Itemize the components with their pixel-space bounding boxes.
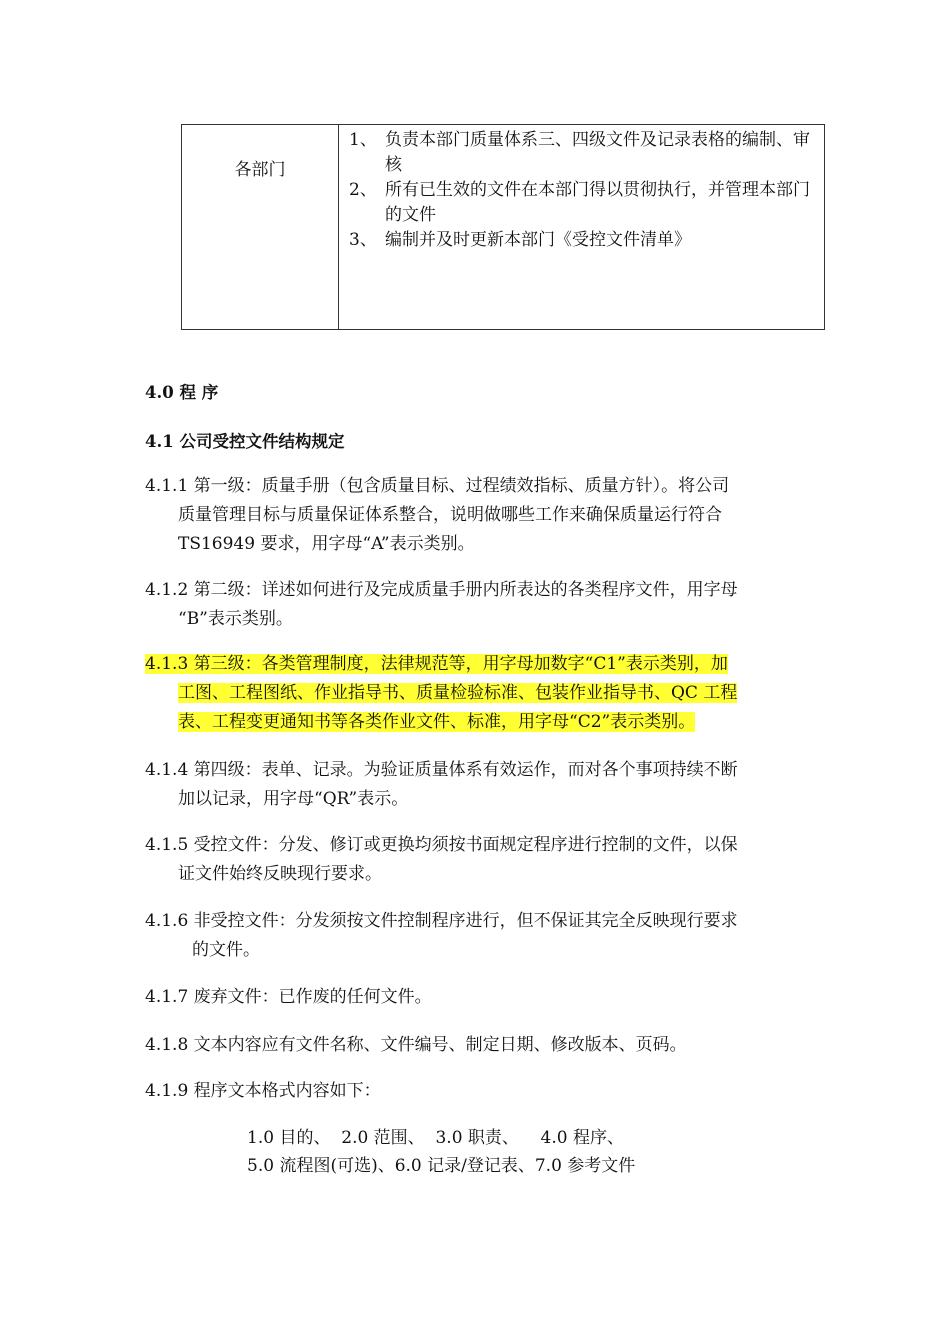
clause-number: 4.1.4 (145, 760, 189, 780)
clause-number: 4.1.9 (145, 1081, 189, 1101)
clause-4-1-8 (145, 1031, 805, 1060)
clause-line-wrap (145, 708, 805, 737)
clause-line: 第三级：各类管理制度，法律规范等，用字母加数字“C1”表示类别，加 (193, 654, 728, 674)
clause-number: 4.1.3 (145, 654, 189, 674)
subsection-title: 4.1 公司受控文件结构规定 (145, 432, 345, 451)
duty-text: 负责本部门质量体系三、四级文件及记录表格的编制、审核 (385, 130, 810, 175)
department-name: 各部门 (234, 160, 286, 180)
duty-number: 2、 (349, 180, 377, 200)
responsibility-table (181, 124, 825, 330)
clause-line: 加以记录，用字母“QR”表示。 (178, 789, 409, 809)
clause-line: 的文件。 (192, 940, 260, 960)
duty-item (349, 128, 816, 178)
clause-line: 第一级：质量手册（包含质量目标、过程绩效指标、质量方针）。将公司 (193, 476, 730, 496)
clause-line: “B”表示类别。 (178, 609, 293, 629)
format-line: 5.0 流程图(可选)、6.0 记录/登记表、7.0 参考文件 (247, 1156, 636, 1176)
clause-number: 4.1.2 (145, 580, 189, 600)
clause-line: 程序文本格式内容如下： (193, 1081, 381, 1101)
clause-number: 4.1.8 (145, 1035, 189, 1055)
format-line: 1.0 目的、 2.0 范围、 3.0 职责、 4.0 程序、 (247, 1128, 624, 1148)
section-title: 4.0 程 序 (145, 383, 219, 402)
clause-4-1-1 (145, 472, 805, 559)
duty-item (349, 178, 816, 228)
clause-4-1-3 (145, 650, 805, 737)
clause-4-1-7 (145, 983, 805, 1012)
clause-4-1-4 (145, 756, 805, 814)
clause-number: 4.1.7 (145, 987, 189, 1007)
duties-cell (339, 125, 825, 330)
clause-number: 4.1.5 (145, 835, 189, 855)
clause-line: 表、工程变更通知书等各类作业文件、标准，用字母“C2”表示类别。 (178, 712, 696, 732)
duty-number: 1、 (349, 130, 377, 150)
clause-number: 4.1.1 (145, 476, 189, 496)
duty-text: 所有已生效的文件在本部门得以贯彻执行，并管理本部门的文件 (385, 180, 810, 225)
clause-4-1-6 (145, 907, 805, 965)
clause-line: 文本内容应有文件名称、文件编号、制定日期、修改版本、页码。 (193, 1035, 687, 1055)
clause-line: TS16949 要求，用字母“A”表示类别。 (178, 534, 475, 554)
highlighted-text (145, 654, 728, 674)
clause-line: 非受控文件：分发须按文件控制程序进行，但不保证其完全反映现行要求 (193, 911, 738, 931)
clause-4-1-9 (145, 1077, 805, 1106)
clause-line: 证文件始终反映现行要求。 (178, 864, 382, 884)
department-cell (182, 125, 339, 330)
clause-4-1-2 (145, 576, 805, 634)
clause-line: 废弃文件：已作废的任何文件。 (193, 987, 432, 1007)
clause-line: 工图、工程图纸、作业指导书、质量检验标准、包装作业指导书、QC 工程 (178, 683, 738, 703)
duty-item (349, 228, 816, 253)
clause-line-wrap (145, 679, 805, 708)
clause-number: 4.1.6 (145, 911, 189, 931)
clause-line: 第二级：详述如何进行及完成质量手册内所表达的各类程序文件，用字母 (193, 580, 738, 600)
table-row (182, 125, 825, 330)
duty-number: 3、 (349, 230, 377, 250)
clause-line: 质量管理目标与质量保证体系整合，说明做哪些工作来确保质量运行符合 (178, 505, 722, 525)
clause-line: 第四级：表单、记录。为验证质量体系有效运作，而对各个事项持续不断 (193, 760, 738, 780)
duty-text: 编制并及时更新本部门《受控文件清单》 (385, 230, 691, 250)
clause-line: 受控文件：分发、修订或更换均须按书面规定程序进行控制的文件，以保 (193, 835, 738, 855)
format-contents (247, 1124, 635, 1180)
clause-4-1-5 (145, 831, 805, 889)
